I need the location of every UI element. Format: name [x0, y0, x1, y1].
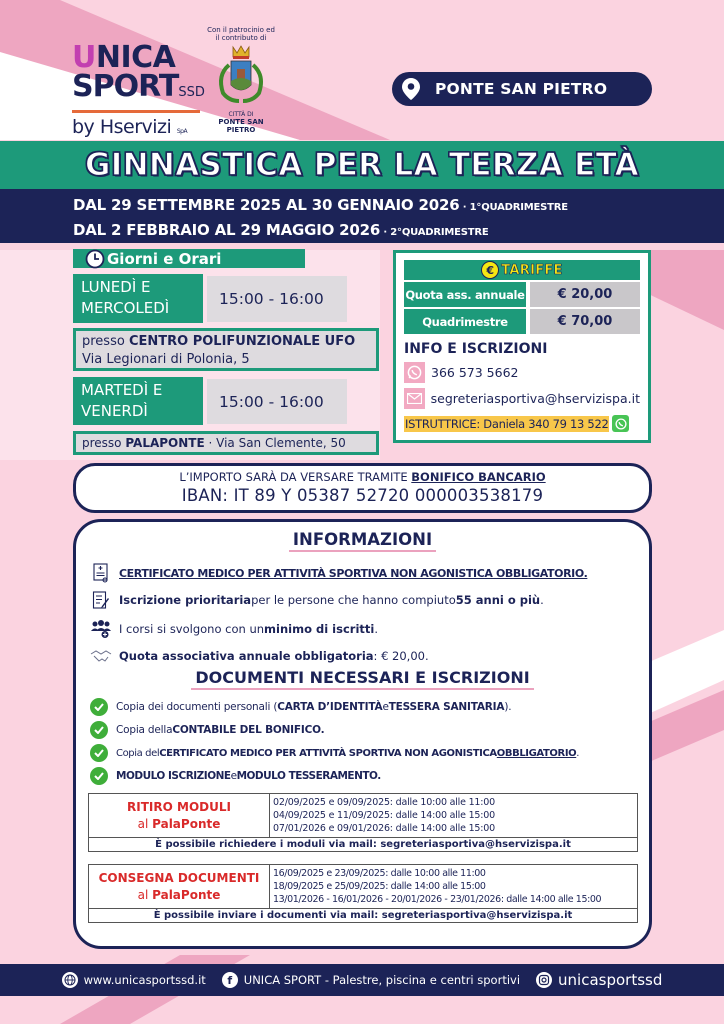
clock-icon — [85, 249, 105, 269]
slot-2-place-name: PALAPONTE — [125, 436, 205, 450]
slot-1-days-line1: LUNEDÌ E — [81, 278, 151, 296]
info-item-bold: Quota associativa annuale obbligatoria — [119, 649, 374, 663]
logo-text-hservizi: by Hservizi — [72, 116, 172, 138]
whatsapp-icon — [404, 362, 425, 383]
email-row[interactable] — [404, 388, 640, 409]
info-item — [90, 619, 378, 639]
footer-website[interactable] — [62, 972, 206, 988]
logo-text-spa: SpA — [176, 128, 188, 135]
website-link[interactable]: www.unicasportssd.it — [83, 973, 206, 987]
tariff-value: € 20,00 — [530, 282, 640, 307]
info-item-end: . — [374, 622, 378, 636]
logo-divider — [72, 110, 200, 113]
slot-1-days-line2: MERCOLEDÌ — [81, 299, 170, 317]
document-text: ). — [504, 701, 512, 713]
period-2-dates: DAL 2 FEBBRAIO AL 29 MAGGIO 2026 — [73, 221, 381, 239]
table-row — [89, 838, 638, 852]
pickup-label — [89, 794, 270, 838]
logo-text-nica: NICA — [95, 40, 176, 75]
table-row — [89, 794, 638, 838]
pickup-label-venue: PalaPonte — [152, 816, 221, 831]
document-bold: CONTABILE DEL BONIFICO. — [172, 724, 325, 736]
delivery-label — [89, 865, 270, 909]
document-underlined: OBBLIGATORIO — [496, 747, 577, 759]
information-title-text: INFORMAZIONI — [289, 530, 436, 552]
tariff-label: Quota ass. annuale — [404, 282, 526, 307]
info-enrol-title: INFO E ISCRIZIONI — [404, 341, 548, 357]
period-row-1 — [73, 194, 724, 219]
slot-1-place — [73, 328, 379, 371]
check-circle-icon — [90, 721, 108, 739]
info-item — [90, 563, 587, 583]
delivery-date: 13/01/2026 - 16/01/2026 - 20/01/2026 - 23/01/2026: dalle 14:00 alle 15:00 — [273, 894, 602, 905]
info-item-text: : € 20,00. — [373, 649, 429, 663]
period-1-dates: DAL 29 SETTEMBRE 2025 AL 30 GENNAIO 2026 — [73, 196, 460, 214]
info-item-text: CERTIFICATO MEDICO PER ATTIVITÀ SPORTIVA NON AGONISTICA OBBLIGATORIO. — [119, 566, 588, 580]
info-item-bold: 55 anni o più — [455, 593, 541, 607]
table-row — [89, 909, 638, 923]
euro-coin-icon: € — [481, 261, 499, 279]
pickup-table — [88, 793, 638, 852]
footer-instagram[interactable] — [536, 971, 662, 989]
document-bold: CERTIFICATO MEDICO PER ATTIVITÀ SPORTIVA NON AGONISTICA — [159, 747, 497, 759]
document-bold: MODULO TESSERAMENTO. — [236, 770, 381, 782]
logo-text-sport: SPORT — [72, 69, 179, 104]
document-text: Copia della — [116, 724, 173, 736]
pickup-label-prefix: al — [137, 816, 153, 831]
delivery-label-venue: PalaPonte — [152, 887, 221, 902]
mail-icon — [404, 388, 425, 409]
logo-letter-u: U — [72, 40, 96, 75]
info-item-text: I corsi si svolgono con un — [119, 622, 265, 636]
slot-1-place-prefix: presso — [82, 334, 129, 349]
document-text: Copia del — [116, 747, 160, 759]
footer — [0, 964, 724, 996]
check-circle-icon — [90, 744, 108, 762]
delivery-table — [88, 864, 638, 923]
city-crest-icon — [211, 45, 271, 109]
slot-2-place-address: · Via San Clemente, 50 — [204, 436, 346, 450]
instructor-contact[interactable]: ISTRUTTRICE: Daniela 340 79 13 522 — [405, 416, 609, 431]
map-pin-icon — [402, 78, 420, 100]
slot-2-days-line2: VENERDÌ — [81, 402, 148, 420]
instructor-row — [404, 415, 640, 432]
whatsapp-icon — [612, 415, 629, 432]
period-1-tag: · 1°QUADRIMESTRE — [459, 202, 568, 213]
document-text: . — [576, 747, 580, 759]
info-item — [90, 590, 544, 610]
information-card — [73, 519, 652, 949]
pickup-label-line1: RITIRO MODULI — [127, 799, 231, 814]
table-row — [89, 865, 638, 909]
schedule-heading — [73, 249, 305, 268]
facebook-link[interactable]: UNICA SPORT - Palestre, piscina e centri sportivi — [243, 973, 521, 987]
check-circle-icon — [90, 698, 108, 716]
location-label: PONTE SAN PIETRO — [435, 80, 608, 98]
slot-2-place-prefix: presso — [82, 436, 126, 450]
logo-text-ssd: SSD — [178, 85, 205, 100]
info-item-end: . — [540, 593, 544, 607]
footer-facebook[interactable] — [222, 972, 520, 988]
info-item-bold: Iscrizione prioritaria — [119, 593, 252, 607]
delivery-date: 18/09/2025 e 25/09/2025: dalle 14:00 alle 15:00 — [273, 881, 486, 892]
pickup-note: È possibile richiedere i moduli via mail: segreteriasportiva@hservizispa.it — [89, 838, 638, 852]
delivery-label-prefix: al — [137, 887, 153, 902]
check-circle-icon — [90, 767, 108, 785]
payment-instruction: L’IMPORTO SARÀ DA VERSARE TRAMITE — [179, 470, 412, 484]
schedule-heading-label: Giorni e Orari — [107, 249, 222, 268]
delivery-note: È possibile inviare i documenti via mail: segreteriasportiva@hservizispa.it — [89, 909, 638, 923]
delivery-date: 16/09/2025 e 23/09/2025: dalle 10:00 alle 11:00 — [273, 868, 486, 879]
handshake-icon — [90, 646, 112, 666]
slot-2-days-line1: MARTEDÌ E — [81, 381, 163, 399]
slot-2-place — [73, 431, 379, 455]
iban: IBAN: IT 89 Y 05387 52720 000003538179 — [181, 486, 544, 505]
email-address[interactable]: segreteriasportiva@hservizispa.it — [430, 391, 640, 406]
pickup-date: 07/01/2026 e 09/01/2026: dalle 14:00 alle 15:00 — [273, 823, 495, 834]
documents-title — [76, 668, 649, 690]
title-banner — [0, 141, 724, 189]
slot-1-place-name: CENTRO POLIFUNZIONALE UFO — [128, 334, 356, 349]
documents-title-text: DOCUMENTI NECESSARI E ISCRIZIONI — [191, 668, 533, 690]
facebook-icon: f — [222, 972, 238, 988]
slot-2-days — [73, 377, 203, 425]
document-text: Copia dei documenti personali ( — [116, 701, 278, 713]
checklist-icon — [90, 590, 112, 610]
period-2-tag: · 2°QUADRIMESTRE — [380, 227, 489, 238]
unica-sport-logo — [72, 40, 207, 143]
slot-1-time — [207, 276, 347, 322]
document-item — [90, 767, 381, 785]
document-item — [90, 698, 511, 716]
tariffs-heading-label: TARIFFE — [501, 262, 563, 278]
slot-2-time-value: 15:00 - 16:00 — [219, 392, 324, 411]
info-item-bold: minimo di iscritti — [264, 622, 375, 636]
pickup-date: 02/09/2025 e 09/09/2025: dalle 10:00 alle 11:00 — [273, 797, 495, 808]
city-label-small: CITTÀ DI — [228, 111, 254, 118]
phone-number[interactable]: 366 573 5662 — [431, 365, 519, 380]
group-icon — [90, 619, 112, 639]
globe-icon — [62, 972, 78, 988]
slot-1-time-value: 15:00 - 16:00 — [219, 290, 324, 308]
instagram-link[interactable]: unicasportssd — [558, 971, 663, 989]
slot-1-place-address: Via Legionari di Polonia, 5 — [82, 352, 250, 367]
city-label-name: PONTE SAN PIETRO — [218, 118, 264, 134]
pickup-dates — [270, 794, 638, 838]
delivery-label-line1: CONSEGNA DOCUMENTI — [98, 870, 260, 885]
phone-row[interactable] — [404, 362, 640, 383]
pickup-date: 04/09/2025 e 11/09/2025: dalle 14:00 alle 15:00 — [273, 810, 495, 821]
tariff-row — [404, 282, 640, 307]
tariff-row — [404, 309, 640, 334]
period-row-2 — [73, 219, 724, 244]
slot-2-time — [207, 379, 347, 424]
document-text: e — [382, 701, 389, 713]
payment-box — [73, 463, 652, 513]
document-item — [90, 721, 324, 739]
tariff-value: € 70,00 — [530, 309, 640, 334]
information-title — [76, 530, 649, 552]
patronage-block — [205, 26, 277, 134]
slot-1-days — [73, 274, 203, 323]
periods-banner — [0, 189, 724, 243]
payment-method: BONIFICO BANCARIO — [411, 470, 546, 484]
tariffs-card — [393, 250, 651, 443]
delivery-dates — [270, 865, 638, 909]
instagram-icon — [536, 972, 552, 988]
tariff-label: Quadrimestre — [404, 309, 526, 334]
patronage-text: Con il patrocinio ed il contributo di — [207, 26, 275, 42]
document-item — [90, 744, 579, 762]
document-bold: TESSERA SANITARIA — [388, 701, 505, 713]
info-item-text: per le persone che hanno compiuto — [251, 593, 456, 607]
page-title: GINNASTICA PER LA TERZA ETÀ — [85, 147, 639, 183]
info-item — [90, 646, 429, 666]
medical-certificate-icon — [90, 563, 112, 583]
tariffs-heading — [404, 260, 640, 280]
location-badge — [392, 72, 652, 106]
document-bold: CARTA D’IDENTITÀ — [277, 701, 383, 713]
document-bold: MODULO ISCRIZIONE — [116, 770, 231, 782]
document-text: e — [230, 770, 237, 782]
